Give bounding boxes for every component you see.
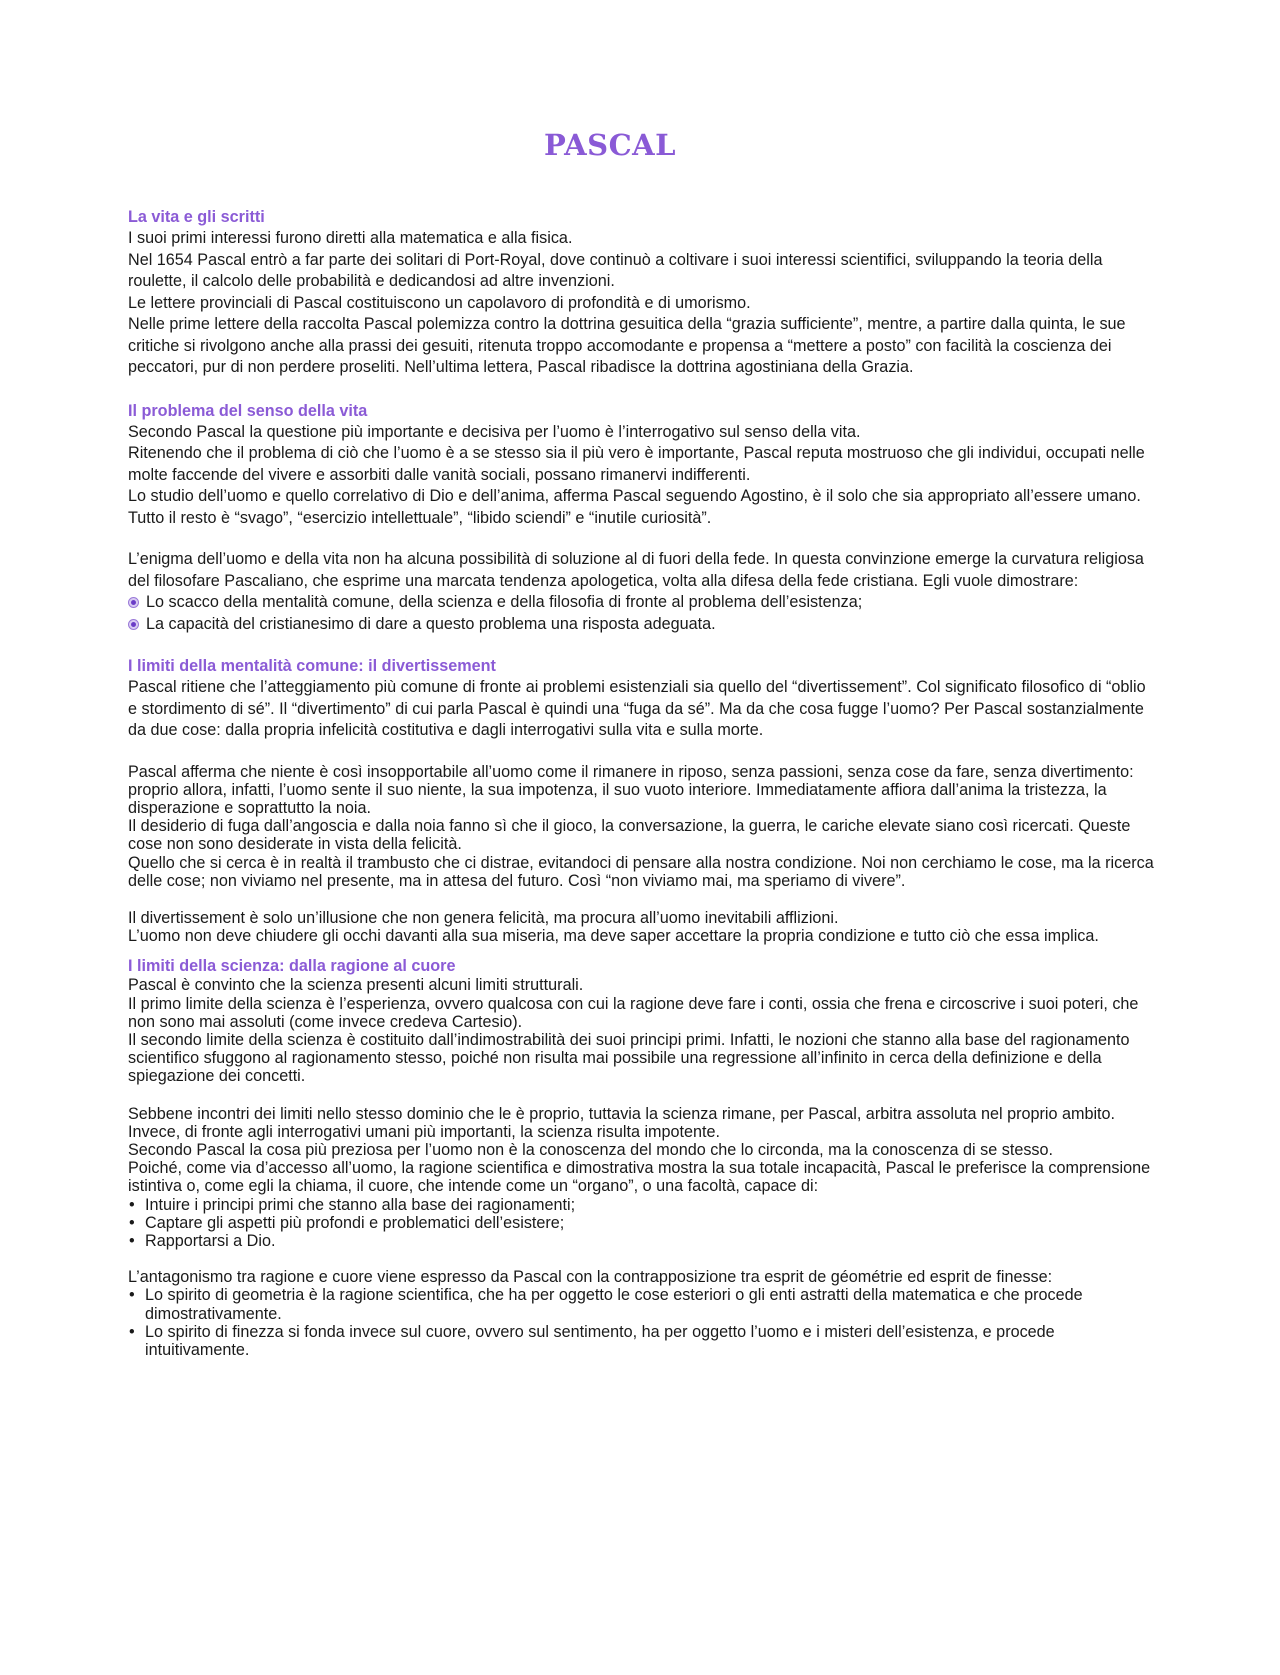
paragraph: Le lettere provinciali di Pascal costituiscono un capolavoro di profondità e di umorismo. [128,293,751,312]
paragraph: Il primo limite della scienza è l’esperienza, ovvero qualcosa con cui la ragione deve fare i conti, ossia che frena e circoscrive i suoi poteri, che non sono mai assoluti (come invece credeva Cartesio). [128,994,1139,1031]
paragraph: Pascal ritiene che l’atteggiamento più comune di fronte ai problemi esistenziali sia quello del “divertissement”. Col significato filosofico di “oblio e stordimento di sé”. Il “divertimento” di cui parla Pascal è quindi una “fuga da sé”. Ma da che cosa fugge l’uomo? Per Pascal sostanzialmente da due cose: dalla propria infelicità costitutiva e dagli interrogativi sulla vita e sulla morte. [128,678,1146,739]
paragraph: Pascal afferma che niente è così insopportabile all’uomo come il rimanere in riposo, senza passioni, senza cose da fare, senza divertimento: proprio allora, infatti, l’uomo sente il suo niente, la sua impotenza, il suo vuoto interiore. Immediatamente affiora dall’anima la tristezza, la disperazione e soprattutto la noia. [128,762,1134,817]
paragraph: Secondo Pascal la questione più importante e decisiva per l’uomo è l’interrogativo sul senso della vita. [128,422,861,441]
page-title: PASCAL [543,128,677,162]
bullet-icon: • [129,1213,135,1232]
paragraph: L’uomo non deve chiudere gli occhi davanti alla sua miseria, ma deve saper accettare la propria condizione e tutto ciò che essa implica. [128,927,1099,946]
paragraph: Secondo Pascal la cosa più preziosa per l’uomo non è la conoscenza del mondo che lo circonda, ma la conoscenza di se stesso. [128,1140,1054,1159]
section-divertissement [128,655,1158,945]
list-item-text: Rapportarsi a Dio. [145,1231,276,1250]
paragraph: Il desiderio di fuga dall’angoscia e dalla noia fanno sì che il gioco, la conversazione, la guerra, le cariche elevate siano così ricercati. Queste cose non sono desiderate in vista della felicità. [128,817,1131,854]
section-senso [128,400,1158,636]
section-heading: La vita e gli scritti [128,208,265,226]
paragraph: Nel 1654 Pascal entrò a far parte dei solitari di Port-Royal, dove continuò a coltivare i suoi interessi scientifici, sviluppando la teoria della roulette, il calcolo delle probabilità e dedicandosi ad altre invenzioni. [128,250,1103,290]
section-scienza [128,957,1158,1359]
paragraph: Quello che si cerca è in realtà il trambusto che ci distrae, evitandoci di pensare alla nostra condizione. Noi non cerchiamo le cose, ma la ricerca delle cose; non viviamo nel presente, ma in attesa del futuro. Così “non viviamo mai, ma speriamo di vivere”. [128,853,1154,890]
paragraph: L’antagonismo tra ragione e cuore viene espresso da Pascal con la contrapposizione tra esprit de géométrie ed esprit de finesse: [128,1268,1053,1287]
paragraph: Ritenendo che il problema di ciò che l’uomo è a se stesso sia il più vero è importante, Pascal reputa mostruoso che gli individui, occupati nelle molte faccende del vivere e assorbiti dalle vanità sociali, possano rimanervi indifferenti. [128,444,1145,484]
list-item [128,1196,1158,1214]
list-item [128,592,1158,614]
section-heading: I limiti della scienza: dalla ragione al cuore [128,957,456,976]
list-item [128,1323,1158,1359]
paragraph: Pascal è convinto che la scienza presenti alcuni limiti strutturali. [128,976,584,995]
paragraph: Il divertissement è solo un’illusione che non genera felicità, ma procura all’uomo inevitabili afflizioni. [128,908,839,927]
paragraph: I suoi primi interessi furono diretti alla matematica e alla fisica. [128,229,573,247]
bullet-icon: • [129,1286,135,1305]
bullet-icon: • [129,1231,135,1250]
section-heading: I limiti della mentalità comune: il divertissement [128,657,496,675]
section-vita [128,206,1158,379]
paragraph: Invece, di fronte agli interrogativi umani più importanti, la scienza risulta impotente. [128,1122,721,1141]
list-item [128,1232,1158,1250]
list-item-text: Intuire i principi primi che stanno alla base dei ragionamenti; [145,1195,576,1214]
list-item [128,1286,1158,1322]
list-item-text: La capacità del cristianesimo di dare a questo problema una risposta adeguata. [146,614,716,633]
bullet-icon: • [129,1195,135,1214]
bullet-list [128,1286,1158,1359]
list-item-text: Captare gli aspetti più profondi e problematici dell’esistere; [145,1213,565,1232]
paragraph: Poiché, come via d’accesso all’uomo, la ragione scientifica e dimostrativa mostra la sua totale incapacità, Pascal le preferisce la comprensione istintiva o, come egli la chiama, il cuore, che intende come un “organo”, o una facoltà, capace di: [128,1159,1151,1196]
bullet-icon: • [129,1322,135,1341]
bullet-icon [128,597,139,608]
list-item-text: Lo spirito di finezza si fonda invece sul cuore, ovvero sul sentimento, ha per oggetto l’uomo e i misteri dell’esistenza, e procede intuitivamente. [145,1322,1055,1359]
paragraph: Lo studio dell’uomo e quello correlativo di Dio e dell’anima, afferma Pascal seguendo Agostino, è il solo che sia appropriato all’essere umano. Tutto il resto è “svago”, “esercizio intellettuale”, “libido sciendi” e “inutile curiosità”. [128,487,1141,527]
bullet-list [128,592,1158,635]
list-item-text: Lo spirito di geometria è la ragione scientifica, che ha per oggetto le cose esteriori o gli enti astratti della matematica e che procede dimostrativamente. [145,1286,1083,1323]
section-heading: Il problema del senso della vita [128,401,368,420]
paragraph: Nelle prime lettere della raccolta Pascal polemizza contro la dottrina gesuitica della “grazia sufficiente”, mentre, a partire dalla quinta, le sue critiche si rivolgono anche alla prassi dei gesuiti, ritenuta troppo accomodante e propensa a “mettere a posto” con facilità la coscienza dei peccatori, pur di non perdere proseliti. Nell’ultima lettera, Pascal ribadisce la dottrina agostiniana della Grazia. [128,315,1126,376]
list-item-text: Lo scacco della mentalità comune, della scienza e della filosofia di fronte al problema dell’esistenza; [146,593,863,611]
list-item [128,1214,1158,1232]
bullet-list [128,1196,1158,1251]
paragraph: Sebbene incontri dei limiti nello stesso dominio che le è proprio, tuttavia la scienza rimane, per Pascal, arbitra assoluta nel proprio ambito. [128,1104,1116,1123]
paragraph: Il secondo limite della scienza è costituito dall’indimostrabilità dei suoi principi primi. Infatti, le nozioni che stanno alla base del ragionamento scientifico sfuggono al ragionamento stesso, poiché non risulta mai possibile una regressione all’infinito in cerca della definizione e della spiegazione dei concetti. [128,1030,1130,1086]
paragraph: L’enigma dell’uomo e della vita non ha alcuna possibilità di soluzione al di fuori della fede. In questa convinzione emerge la curvatura religiosa del filosofare Pascaliano, che esprime una marcata tendenza apologetica, volta alla difesa della fede cristiana. Egli vuole dimostrare: [128,550,1144,590]
bullet-icon [128,619,139,630]
list-item [128,614,1158,636]
document-body [128,206,1158,1359]
